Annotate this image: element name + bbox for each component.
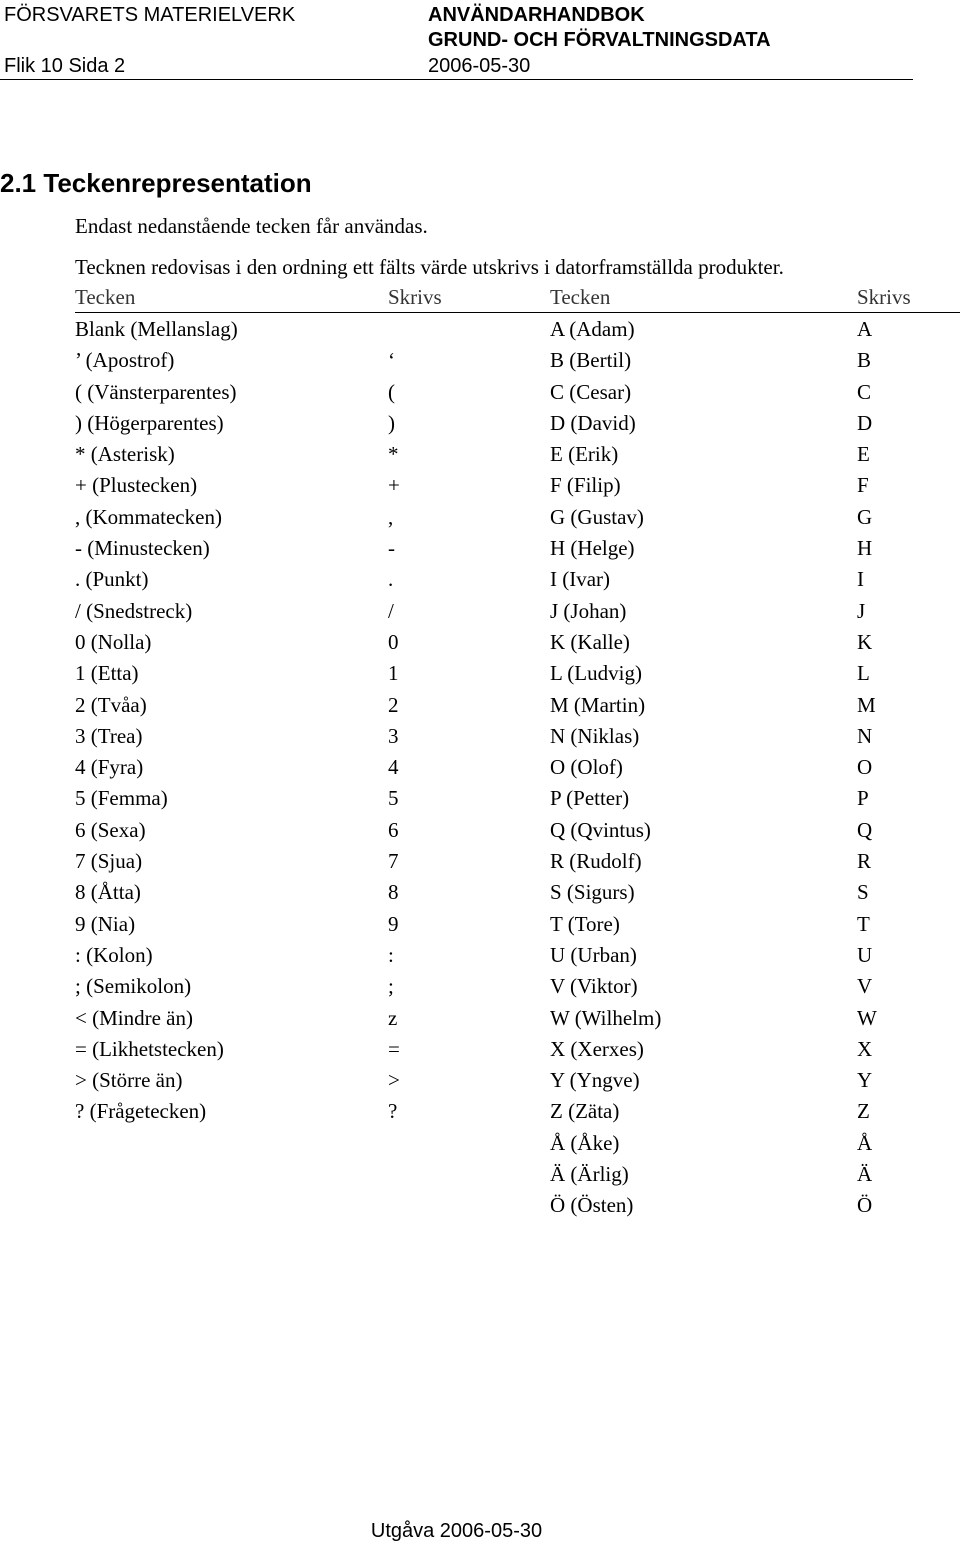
cell-character-name: ? (Frågetecken)	[75, 1099, 207, 1124]
header-doc-title: ANVÄNDARHANDBOK	[428, 4, 645, 26]
cell-character-name: 1 (Etta)	[75, 661, 139, 686]
cell-letter-written: K	[857, 629, 873, 654]
cell-written-as: 1	[388, 661, 399, 686]
cell-character-name: / (Snedstreck)	[75, 598, 193, 623]
table-row	[0, 377, 960, 408]
cell-letter-written: H	[857, 536, 873, 561]
cell-character-name: 9 (Nia)	[75, 911, 136, 936]
cell-written-as: 8	[388, 880, 399, 905]
table-row	[0, 1096, 960, 1127]
cell-letter-name: Ö (Östen)	[550, 1193, 634, 1218]
table-row	[0, 1065, 960, 1096]
cell-letter-written: Å	[857, 1130, 873, 1155]
table-row	[0, 439, 960, 470]
table-header	[0, 283, 960, 313]
cell-character-name: , (Kommatecken)	[75, 504, 222, 529]
table-row	[0, 877, 960, 908]
cell-letter-written: C	[857, 379, 872, 404]
cell-letter-name: T (Tore)	[550, 911, 620, 936]
cell-letter-name: Ä (Ärlig)	[550, 1162, 629, 1187]
cell-letter-written: Z	[857, 1099, 870, 1124]
cell-written-as: ;	[388, 974, 394, 999]
cell-letter-name: U (Urban)	[550, 942, 637, 967]
cell-letter-written: D	[857, 410, 873, 435]
cell-letter-name: W (Wilhelm)	[550, 1005, 662, 1030]
header-tab-page: Flik 10 Sida 2	[4, 55, 126, 77]
cell-letter-written: Q	[857, 817, 873, 842]
cell-written-as: z	[388, 1005, 398, 1030]
table-row	[0, 1128, 960, 1159]
cell-character-name: ’ (Apostrof)	[75, 348, 175, 373]
cell-letter-name: S (Sigurs)	[550, 880, 635, 905]
cell-letter-written: B	[857, 348, 872, 373]
cell-character-name: Blank (Mellanslag)	[75, 317, 238, 341]
cell-letter-name: J (Johan)	[550, 598, 627, 623]
table-row	[0, 940, 960, 971]
cell-letter-name: A (Adam)	[550, 317, 635, 341]
cell-character-name: * (Asterisk)	[75, 442, 175, 467]
cell-written-as: -	[388, 536, 395, 561]
header-date: 2006-05-30	[428, 55, 531, 77]
cell-character-name: ) (Högerparentes)	[75, 410, 224, 435]
table-row	[0, 721, 960, 752]
character-table	[0, 314, 960, 1222]
cell-written-as: >	[388, 1068, 400, 1093]
cell-letter-written: J	[857, 598, 866, 623]
cell-letter-written: A	[857, 317, 873, 341]
cell-letter-name: R (Rudolf)	[550, 849, 642, 874]
cell-written-as: 4	[388, 755, 399, 780]
intro-paragraph: Endast nedanstående tecken får användas.	[75, 214, 428, 238]
cell-written-as: =	[388, 1036, 400, 1061]
cell-written-as: +	[388, 473, 400, 498]
cell-letter-name: M (Martin)	[550, 692, 646, 717]
cell-written-as: 6	[388, 817, 399, 842]
cell-letter-written: L	[857, 661, 870, 686]
cell-letter-written: G	[857, 504, 873, 529]
cell-written-as: 9	[388, 911, 399, 936]
cell-letter-name: F (Filip)	[550, 473, 621, 498]
cell-letter-written: Y	[857, 1068, 873, 1093]
cell-written-as: *	[388, 442, 399, 467]
cell-character-name: 5 (Femma)	[75, 786, 168, 811]
table-row	[0, 752, 960, 783]
table-row	[0, 658, 960, 689]
cell-written-as: )	[388, 410, 395, 435]
table-row	[0, 627, 960, 658]
cell-character-name: 2 (Tvåa)	[75, 692, 147, 717]
cell-character-name: 4 (Fyra)	[75, 755, 144, 780]
cell-letter-written: V	[857, 974, 873, 999]
table-row	[0, 815, 960, 846]
table-row	[0, 1003, 960, 1034]
cell-character-name: 6 (Sexa)	[75, 817, 146, 842]
cell-character-name: 7 (Sjua)	[75, 849, 143, 874]
column-header-skrivs-2: Skrivs	[857, 285, 911, 309]
cell-written-as: 3	[388, 723, 399, 748]
cell-written-as: :	[388, 942, 394, 967]
table-row	[0, 690, 960, 721]
cell-letter-name: Z (Zäta)	[550, 1099, 620, 1124]
cell-written-as: 5	[388, 786, 399, 811]
cell-character-name: 8 (Åtta)	[75, 880, 141, 905]
cell-character-name: ; (Semikolon)	[75, 974, 192, 999]
cell-letter-name: K (Kalle)	[550, 629, 630, 654]
cell-letter-written: Ä	[857, 1162, 873, 1187]
cell-character-name: : (Kolon)	[75, 942, 153, 967]
cell-letter-written: T	[857, 911, 870, 936]
cell-written-as: /	[388, 598, 394, 623]
table-row	[0, 564, 960, 595]
cell-character-name: ( (Vänsterparentes)	[75, 379, 237, 404]
table-row	[0, 314, 960, 345]
cell-letter-name: N (Niklas)	[550, 723, 640, 748]
table-row	[0, 470, 960, 501]
cell-letter-written: W	[857, 1005, 877, 1030]
cell-letter-name: O (Olof)	[550, 755, 623, 780]
table-header-divider	[75, 312, 960, 313]
cell-written-as: .	[388, 567, 394, 592]
order-paragraph: Tecknen redovisas i den ordning ett fälts värde utskrivs i datorframställda produkter.	[75, 255, 784, 279]
cell-letter-written: M	[857, 692, 876, 717]
cell-letter-written: R	[857, 849, 872, 874]
table-row	[0, 1190, 960, 1221]
cell-written-as: 2	[388, 692, 399, 717]
cell-written-as: 7	[388, 849, 399, 874]
table-row	[0, 408, 960, 439]
column-header-tecken: Tecken	[75, 285, 136, 309]
cell-letter-written: F	[857, 473, 869, 498]
cell-letter-written: N	[857, 723, 873, 748]
cell-letter-written: O	[857, 755, 873, 780]
cell-letter-name: C (Cesar)	[550, 379, 632, 404]
cell-letter-name: I (Ivar)	[550, 567, 611, 592]
column-header-tecken-2: Tecken	[550, 285, 611, 309]
table-row	[0, 971, 960, 1002]
cell-letter-name: V (Viktor)	[550, 974, 638, 999]
section-heading: 2.1 Teckenrepresentation	[0, 168, 312, 198]
cell-character-name: . (Punkt)	[75, 567, 149, 592]
cell-letter-name: G (Gustav)	[550, 504, 644, 529]
column-header-skrivs: Skrivs	[388, 285, 442, 309]
cell-letter-written: P	[857, 786, 869, 811]
cell-written-as: (	[388, 379, 395, 404]
cell-letter-name: Y (Yngve)	[550, 1068, 640, 1093]
table-row	[0, 345, 960, 376]
cell-letter-name: H (Helge)	[550, 536, 635, 561]
cell-character-name: 0 (Nolla)	[75, 629, 152, 654]
table-row	[0, 502, 960, 533]
table-row	[0, 596, 960, 627]
table-row	[0, 1034, 960, 1065]
cell-character-name: = (Likhetstecken)	[75, 1036, 224, 1061]
cell-written-as: ,	[388, 504, 394, 529]
cell-character-name: - (Minustecken)	[75, 536, 210, 561]
cell-letter-name: X (Xerxes)	[550, 1036, 644, 1061]
cell-letter-name: L (Ludvig)	[550, 661, 642, 686]
header-doc-subtitle: GRUND- OCH FÖRVALTNINGSDATA	[428, 29, 771, 51]
cell-written-as: ‘	[388, 348, 395, 373]
table-row	[0, 533, 960, 564]
table-row	[0, 909, 960, 940]
cell-letter-written: X	[857, 1036, 873, 1061]
header-divider	[0, 79, 913, 80]
cell-letter-written: E	[857, 442, 870, 467]
table-row	[0, 846, 960, 877]
cell-letter-written: S	[857, 880, 869, 905]
cell-letter-name: P (Petter)	[550, 786, 630, 811]
cell-letter-written: Ö	[857, 1193, 873, 1218]
cell-letter-written: U	[857, 942, 873, 967]
footer-edition: Utgåva 2006-05-30	[370, 1520, 543, 1542]
cell-letter-name: Å (Åke)	[550, 1130, 620, 1155]
cell-letter-name: D (David)	[550, 410, 636, 435]
cell-character-name: < (Mindre än)	[75, 1005, 193, 1030]
cell-written-as: ?	[388, 1099, 398, 1124]
cell-character-name: > (Större än)	[75, 1068, 183, 1093]
cell-letter-name: B (Bertil)	[550, 348, 632, 373]
cell-character-name: 3 (Trea)	[75, 723, 143, 748]
table-row	[0, 1159, 960, 1190]
cell-written-as: 0	[388, 629, 399, 654]
table-row	[0, 783, 960, 814]
cell-letter-name: Q (Qvintus)	[550, 817, 651, 842]
header-organization: FÖRSVARETS MATERIELVERK	[4, 4, 296, 26]
cell-letter-written: I	[857, 567, 864, 592]
cell-character-name: + (Plustecken)	[75, 473, 198, 498]
cell-letter-name: E (Erik)	[550, 442, 619, 467]
